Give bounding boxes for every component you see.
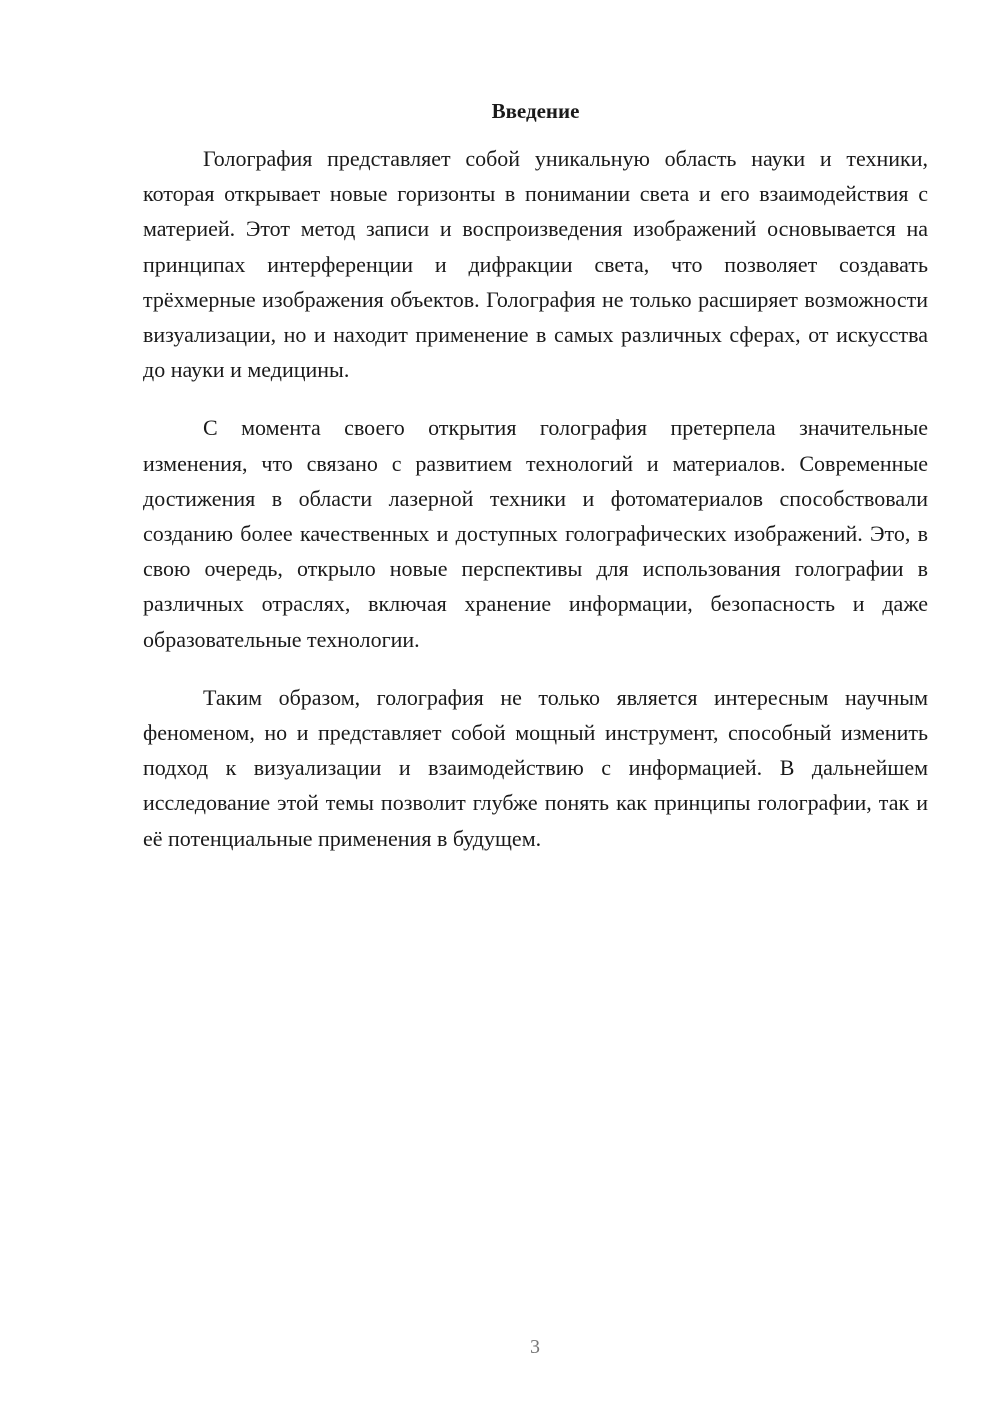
- page-number: 3: [530, 1336, 540, 1358]
- paragraph-3: Таким образом, голография не только является интересным научным феноменом, но и представляет собой мощный инструмент, способный изменить подход к визуализации и взаимодействию с информацией. В дальнейшем исследование этой темы позволит глубже понять как принципы голографии, так и её потенциальные применения в будущем.: [143, 684, 928, 851]
- body-text: [143, 141, 928, 879]
- paragraph-2: С момента своего открытия голография претерпела значительные изменения, что связано с развитием технологий и материалов. Современные достижения в области лазерной техники и фотоматериалов способствовали созданию более качественных и доступных голографических изображений. Это, в свою очередь, открыло новые перспективы для использования голографии в различных отраслях, включая хранение информации, безопасность и даже образовательные технологии.: [143, 415, 928, 652]
- paragraph-1: Голография представляет собой уникальную область науки и техники, которая открывает новые горизонты в понимании света и его взаимодействия с материей. Этот метод записи и воспроизведения изображений основывается на принципах интерференции и дифракции света, что позволяет создавать трёхмерные изображения объектов. Голография не только расширяет возможности визуализации, но и находит применение в самых различных сферах, от искусства до науки и медицины.: [143, 146, 928, 383]
- page-title: Введение: [491, 99, 580, 123]
